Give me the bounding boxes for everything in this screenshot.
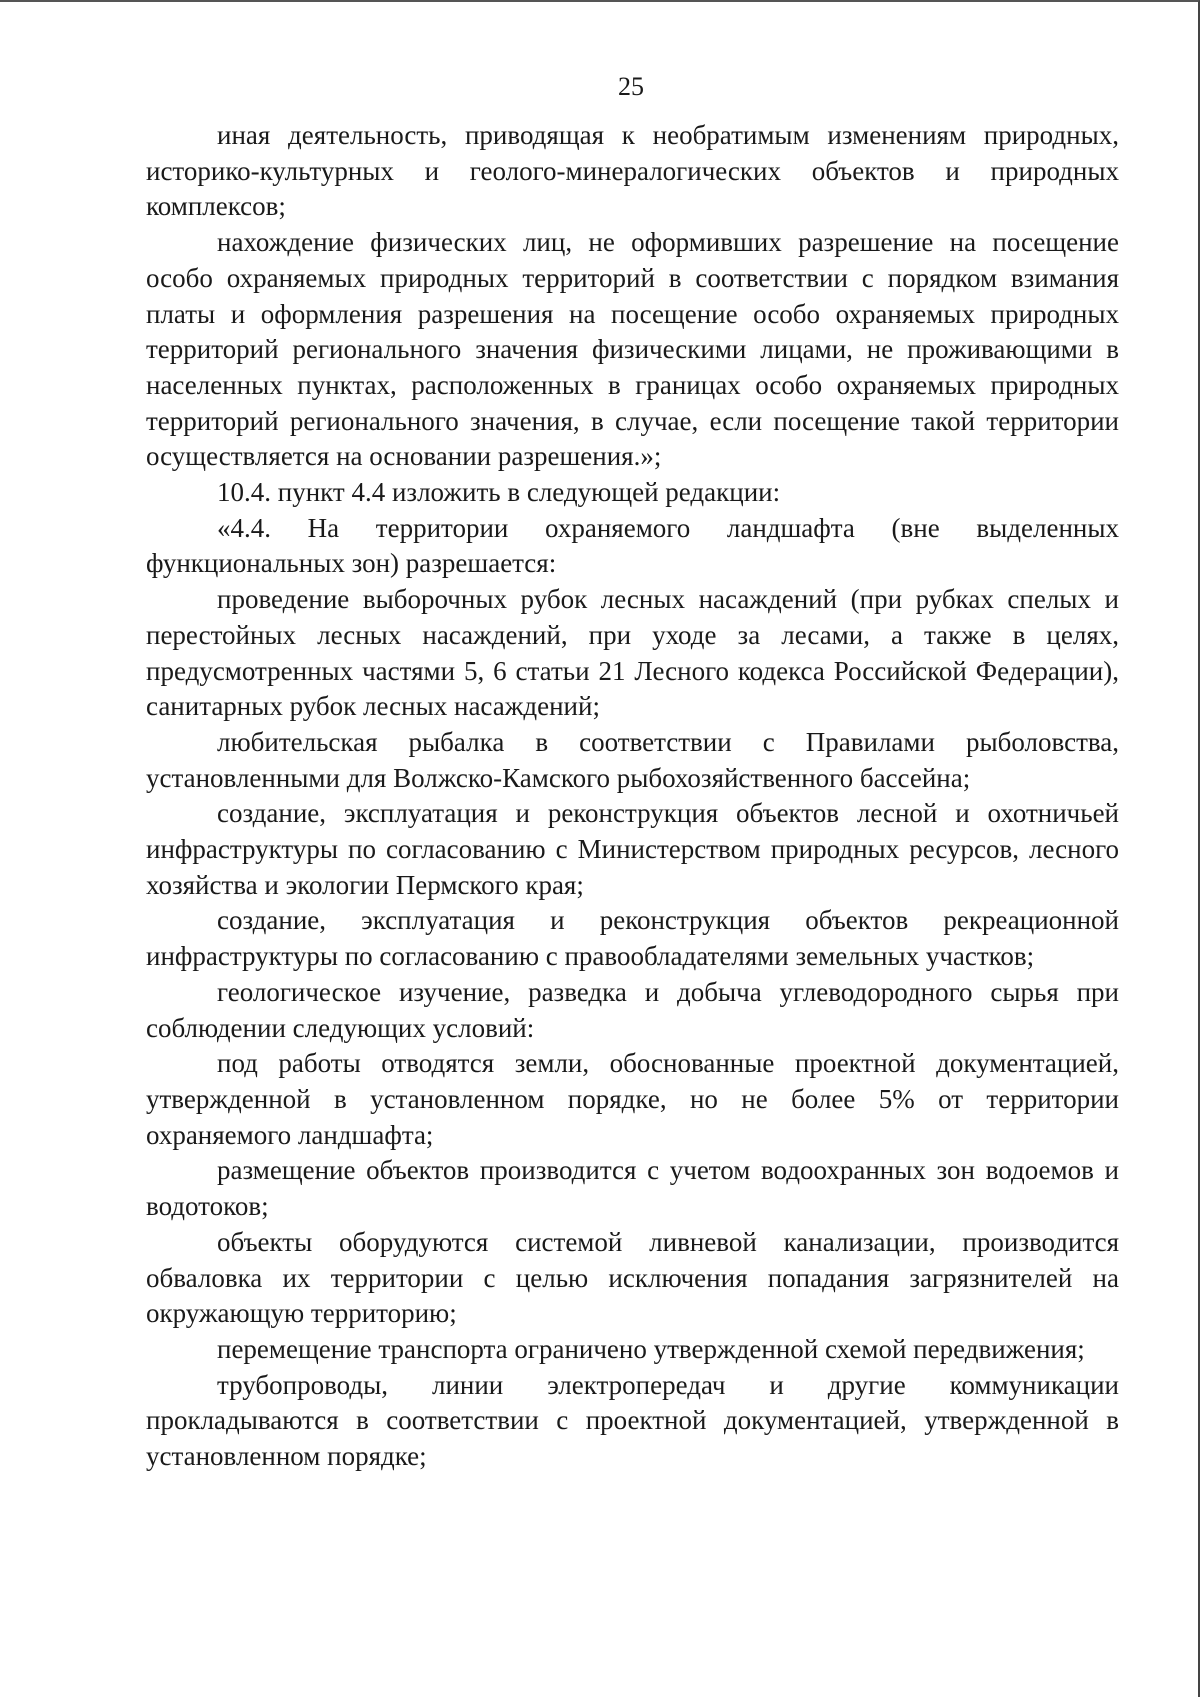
paragraph: «4.4. На территории охраняемого ландшафта (вне выделенных функциональных зон) разрешается: bbox=[146, 512, 1119, 579]
paragraph: объекты оборудуются системой ливневой канализации, производится обваловка их территории с целью исключения попадания загрязнителей на окружающую территорию; bbox=[146, 1226, 1119, 1329]
document-body bbox=[146, 118, 1119, 1475]
paragraph: любительская рыбалка в соответствии с Правилами рыболовства, установленными для Волжско-Камского рыбохозяйственного бассейна; bbox=[146, 726, 1119, 793]
paragraph: создание, эксплуатация и реконструкция объектов лесной и охотничьей инфраструктуры по согласованию с Министерством природных ресурсов, лесного хозяйства и экологии Пермского края; bbox=[146, 798, 1119, 900]
page-number: 25 bbox=[618, 72, 644, 101]
paragraph: 10.4. пункт 4.4 изложить в следующей редакции: bbox=[217, 477, 781, 508]
paragraph: геологическое изучение, разведка и добыча углеводородного сырья при соблюдении следующих условий: bbox=[146, 976, 1119, 1043]
paragraph: нахождение физических лиц, не оформивших разрешение на посещение особо охраняемых природных территорий в соответствии с порядком взимания платы и оформления разрешения на посещение особо охраняемых природных территорий регионального значения физическими лицами, не проживающими в населенных пунктах, расположенных в границах особо охраняемых природных территорий регионального значения, в случае, если посещение такой территории осуществляется на основании разрешения.»; bbox=[146, 227, 1119, 472]
paragraph: перемещение транспорта ограничено утвержденной схемой передвижения; bbox=[217, 1333, 1085, 1364]
paragraph: трубопроводы, линии электропередач и другие коммуникации прокладываются в соответствии с проектной документацией, утвержденной в установленном порядке; bbox=[146, 1369, 1119, 1472]
paragraph: под работы отводятся земли, обоснованные проектной документацией, утвержденной в установленном порядке, но не более 5% от территории охраняемого ландшафта; bbox=[146, 1048, 1119, 1150]
paragraph: создание, эксплуатация и реконструкция объектов рекреационной инфраструктуры по согласованию с правообладателями земельных участков; bbox=[146, 905, 1119, 972]
paragraph: проведение выборочных рубок лесных насаждений (при рубках спелых и перестойных лесных насаждений, при уходе за лесами, а также в целях, предусмотренных частями 5, 6 статьи 21 Лесного кодекса Российской Федерации), санитарных рубок лесных насаждений; bbox=[146, 584, 1119, 722]
paragraph: размещение объектов производится с учетом водоохранных зон водоемов и водотоков; bbox=[146, 1155, 1119, 1222]
paragraph: иная деятельность, приводящая к необратимым изменениям природных, историко-культурных и геолого-минералогических объектов и природных комплексов; bbox=[146, 120, 1119, 222]
